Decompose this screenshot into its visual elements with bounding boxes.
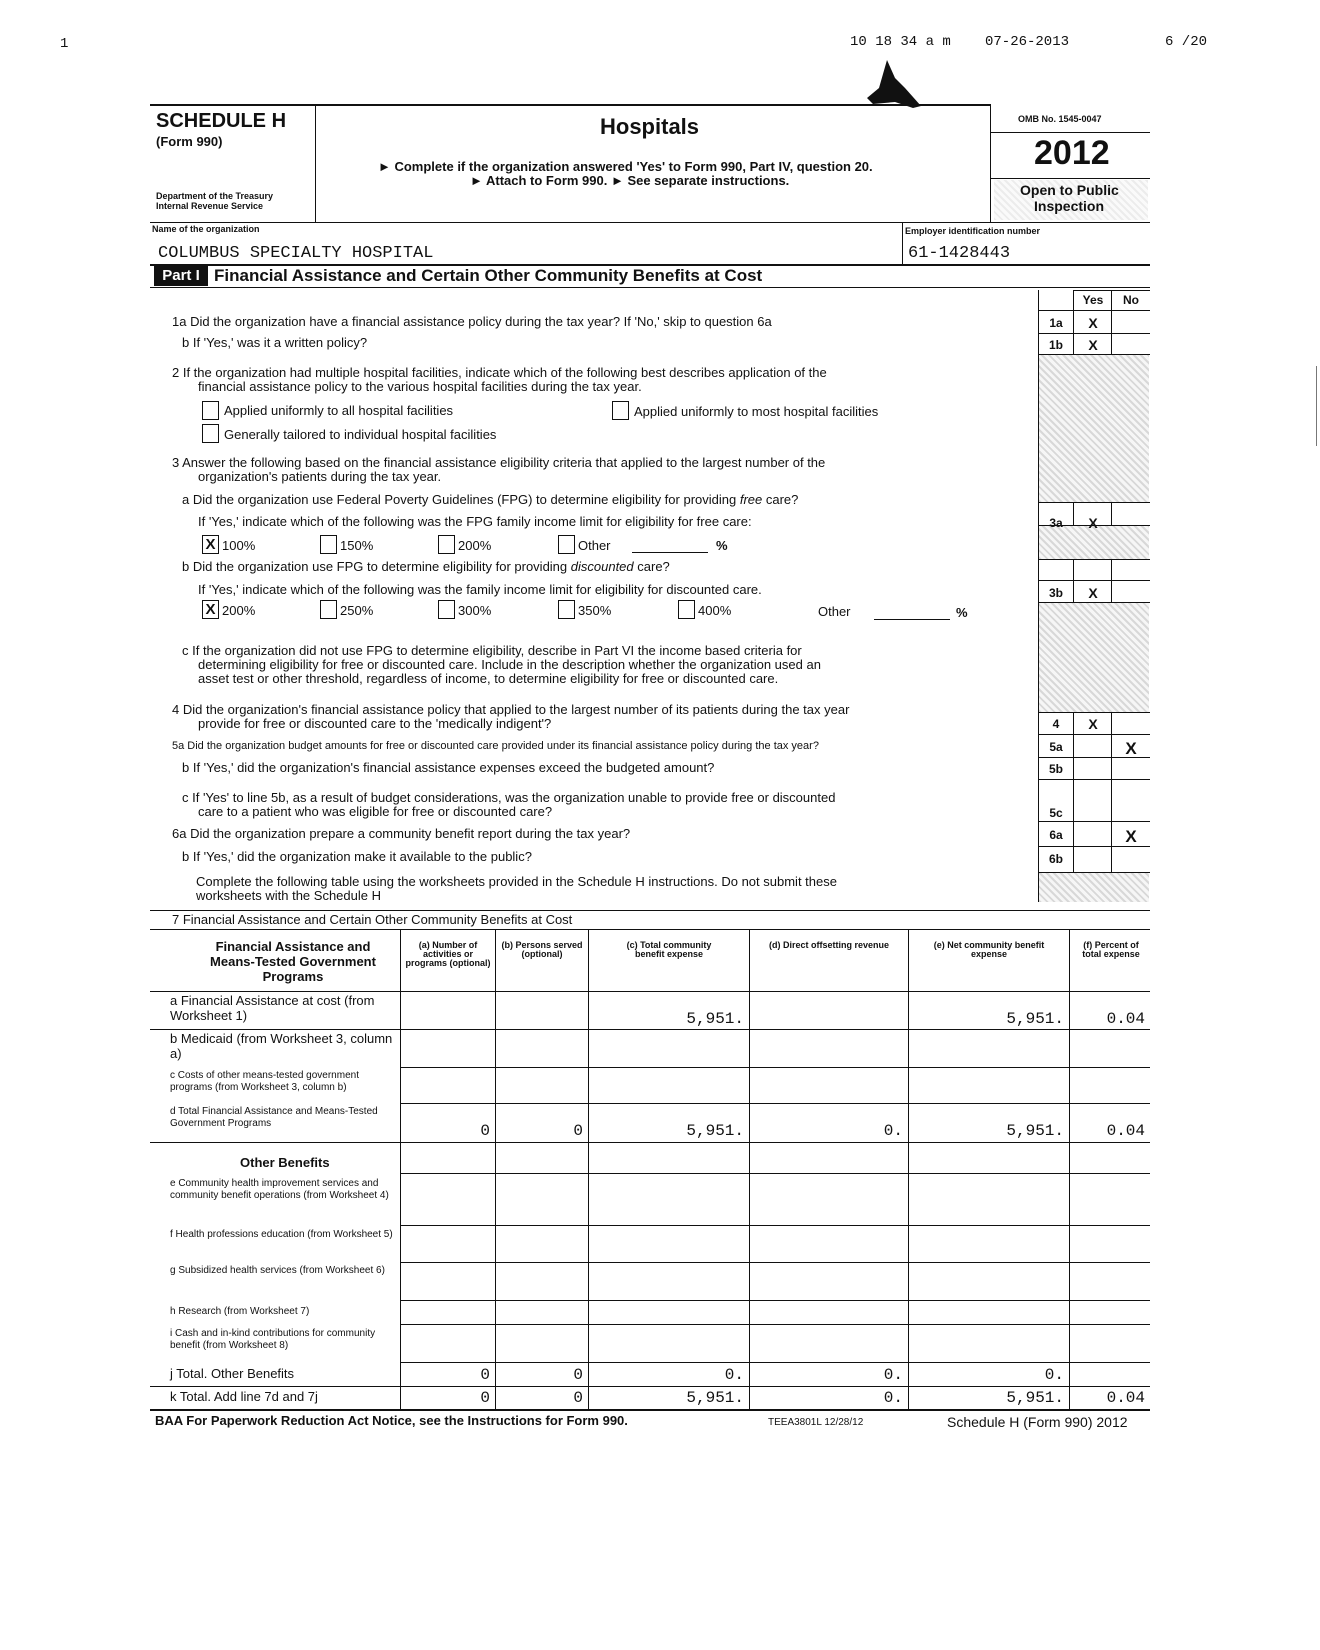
- option-disc-400: 400%: [698, 603, 732, 618]
- code-5b: 5b: [1048, 762, 1063, 776]
- schedule-title: SCHEDULE H: [156, 110, 287, 132]
- part-label: Part I: [154, 266, 208, 286]
- row-d-c: 5,951.: [686, 1122, 744, 1140]
- checkbox-applied-all[interactable]: [202, 401, 219, 420]
- row-a-c: 5,951.: [686, 1010, 744, 1028]
- code-6b: 6b: [1048, 852, 1063, 866]
- option-fpg-100: 100%: [222, 538, 256, 553]
- option-disc-350: 350%: [578, 603, 612, 618]
- row-j-e: 0.: [1044, 1366, 1064, 1384]
- answer-4-yes[interactable]: X: [1088, 716, 1098, 732]
- code-5a: 5a: [1049, 740, 1063, 754]
- row-k-e: 5,951.: [1006, 1389, 1064, 1407]
- col-header-b: (b) Persons served (optional): [501, 940, 583, 959]
- row-j-a: 0: [480, 1366, 490, 1384]
- col-header-f: (f) Percent of total expense: [1082, 940, 1140, 959]
- checkbox-disc-350[interactable]: [558, 600, 575, 619]
- checkbox-disc-250[interactable]: [320, 600, 337, 619]
- row-f-label: f Health professions education (from Worksheet 5): [170, 1229, 393, 1240]
- answer-6a-no[interactable]: X: [1125, 827, 1137, 846]
- org-name: COLUMBUS SPECIALTY HOSPITAL: [158, 244, 434, 263]
- form-number: (Form 990): [156, 134, 223, 149]
- line-3a-cont: If 'Yes,' indicate which of the following was the FPG family income limit for eligibility for free care:: [198, 514, 752, 529]
- col-header-c: (c) Total community benefit expense: [626, 940, 712, 959]
- line-2: 2 If the organization had multiple hospital facilities, indicate which of the following best describes application of the: [172, 365, 827, 380]
- form-title: Hospitals: [600, 114, 700, 139]
- row-e-label: e Community health improvement services and community benefit operations (from Worksheet 4): [170, 1178, 389, 1201]
- checkbox-disc-200[interactable]: X: [202, 600, 219, 619]
- open-to-public: Open to Public: [1020, 182, 1119, 198]
- checkbox-fpg-150[interactable]: [320, 535, 337, 554]
- line-5c: c If 'Yes' to line 5b, as a result of budget considerations, was the organization unable to provide free or discounted: [182, 790, 836, 805]
- tax-year: 2012: [1034, 134, 1110, 172]
- footer-code: TEEA3801L 12/28/12: [768, 1417, 864, 1428]
- row-k-a: 0: [480, 1389, 490, 1407]
- code-5c: 5c: [1049, 806, 1063, 820]
- line-7: 7 Financial Assistance and Certain Other Community Benefits at Cost: [172, 912, 573, 927]
- line-6a: 6a Did the organization prepare a community benefit report during the tax year?: [172, 826, 631, 841]
- code-1a: 1a: [1049, 316, 1063, 330]
- row-k-b: 0: [573, 1389, 583, 1407]
- line-5b: b If 'Yes,' did the organization's financial assistance expenses exceed the budgeted amount?: [182, 760, 715, 775]
- row-d-f: 0.04: [1106, 1122, 1145, 1140]
- row-k-label: k Total. Add line 7d and 7j: [170, 1389, 318, 1404]
- checkbox-disc-300[interactable]: [438, 600, 455, 619]
- line-5c-cont: care to a patient who was eligible for free or discounted care?: [198, 804, 553, 819]
- other-benefits-heading: Other Benefits: [240, 1155, 330, 1170]
- option-disc-250: 250%: [340, 603, 374, 618]
- row-b-label: b Medicaid (from Worksheet 3, column a): [170, 1031, 393, 1061]
- row-k-d: 0.: [883, 1389, 903, 1407]
- line-3b-cont: If 'Yes,' indicate which of the following was the family income limit for eligibility for discounted care.: [198, 582, 762, 597]
- row-k-f: 0.04: [1106, 1389, 1145, 1407]
- line-6-note-cont: worksheets with the Schedule H: [196, 888, 381, 903]
- option-fpg-other: Other: [578, 538, 611, 553]
- row-a-label: a Financial Assistance at cost (from Worksheet 1): [170, 993, 375, 1023]
- checkbox-tailored[interactable]: [202, 424, 219, 443]
- code-3a: 3a: [1049, 516, 1063, 530]
- option-tailored: Generally tailored to individual hospital facilities: [224, 427, 497, 442]
- row-d-e: 5,951.: [1006, 1122, 1064, 1140]
- dept-treasury: Department of the Treasury: [156, 191, 274, 201]
- yes-header: Yes: [1082, 293, 1104, 307]
- col-header-a: (a) Number of activities or programs (optional): [405, 940, 491, 968]
- row-d-label: d Total Financial Assistance and Means-Tested Government Programs: [170, 1106, 378, 1129]
- line-3b: b Did the organization use FPG to determine eligibility for providing discounted care?: [182, 559, 670, 574]
- row-j-c: 0.: [724, 1366, 744, 1384]
- disc-other-pct: %: [956, 605, 968, 620]
- line-5a: 5a Did the organization budget amounts for free or discounted care provided under its financial assistance policy during the tax year?: [172, 740, 819, 752]
- row-a-e: 5,951.: [1006, 1010, 1064, 1028]
- org-name-label: Name of the organization: [152, 224, 260, 234]
- answer-5a-no[interactable]: X: [1125, 739, 1137, 758]
- answer-1b-yes[interactable]: X: [1088, 337, 1098, 353]
- col-header-d: (d) Direct offsetting revenue: [768, 940, 889, 950]
- fax-page-marker: 1: [60, 36, 69, 52]
- option-disc-other: Other: [818, 604, 851, 619]
- col-header-e: (e) Net community benefit expense: [933, 940, 1045, 959]
- line-3: 3 Answer the following based on the financial assistance eligibility criteria that applied to the largest number of the: [172, 455, 826, 470]
- option-applied-all: Applied uniformly to all hospital facilities: [224, 403, 454, 418]
- omb-number: OMB No. 1545-0047: [1018, 114, 1102, 124]
- fpg-other-pct: %: [716, 538, 728, 553]
- code-1b: 1b: [1048, 338, 1063, 352]
- line-3a: a Did the organization use Federal Poverty Guidelines (FPG) to determine eligibility for providing free care?: [182, 492, 799, 507]
- row-d-b: 0: [573, 1122, 583, 1140]
- line-3c-cont-1: determining eligibility for free or discounted care. Include in the description whether the organization used an: [198, 657, 821, 672]
- option-disc-200: 200%: [222, 603, 256, 618]
- col-header-programs: Financial Assistance and Means-Tested Government Programs: [210, 939, 376, 984]
- row-i-label: i Cash and in-kind contributions for community benefit (from Worksheet 8): [170, 1328, 376, 1351]
- answer-3a-yes[interactable]: X: [1088, 515, 1098, 531]
- ein-label: Employer identification number: [905, 226, 1041, 236]
- instruction-line-2: ► Attach to Form 990. ► See separate instructions.: [470, 173, 790, 188]
- line-3c-cont-2: asset test or other threshold, regardless of income, to determine eligibility for free or discounted care.: [198, 671, 779, 686]
- row-j-d: 0.: [883, 1366, 903, 1384]
- row-d-d: 0.: [883, 1122, 903, 1140]
- row-d-a: 0: [480, 1122, 490, 1140]
- answer-3b-yes[interactable]: X: [1088, 585, 1098, 601]
- code-3b: 3b: [1048, 586, 1063, 600]
- answer-1a-yes[interactable]: X: [1088, 315, 1098, 331]
- row-j-label: j Total. Other Benefits: [170, 1366, 295, 1381]
- line-3c: c If the organization did not use FPG to determine eligibility, describe in Part VI the income based criteria for: [182, 643, 802, 658]
- no-header: No: [1123, 293, 1139, 307]
- row-g-label: g Subsidized health services (from Worksheet 6): [170, 1265, 385, 1276]
- code-4: 4: [1052, 717, 1060, 731]
- checkbox-fpg-200[interactable]: [438, 535, 455, 554]
- line-4: 4 Did the organization's financial assistance policy that applied to the largest number of its patients during the tax year: [172, 702, 850, 717]
- option-fpg-150: 150%: [340, 538, 374, 553]
- line-1a: 1a Did the organization have a financial assistance policy during the tax year? If 'No,' skip to question 6a: [172, 314, 772, 329]
- checkbox-applied-most[interactable]: [612, 401, 629, 420]
- row-c-label: c Costs of other means-tested government programs (from Worksheet 3, column b): [170, 1070, 359, 1093]
- footer-baa: BAA For Paperwork Reduction Act Notice, see the Instructions for Form 990.: [155, 1413, 628, 1428]
- row-h-label: h Research (from Worksheet 7): [170, 1306, 310, 1317]
- fax-page-count: 6 /20: [1165, 34, 1208, 50]
- row-a-f: 0.04: [1106, 1010, 1145, 1028]
- row-j-b: 0: [573, 1366, 583, 1384]
- ein-value: 61-1428443: [908, 244, 1011, 263]
- line-6-note: Complete the following table using the worksheets provided in the Schedule H instructions. Do not submit these: [196, 874, 837, 889]
- line-6b: b If 'Yes,' did the organization make it available to the public?: [182, 849, 532, 864]
- row-k-c: 5,951.: [686, 1389, 744, 1407]
- option-applied-most: Applied uniformly to most hospital facilities: [634, 404, 879, 419]
- footer-schedule: Schedule H (Form 990) 2012: [947, 1414, 1128, 1430]
- line-3-cont: organization's patients during the tax year.: [198, 469, 442, 484]
- fax-time: 10 18 34 a m: [850, 34, 951, 50]
- fax-date: 07-26-2013: [985, 34, 1070, 50]
- code-6a: 6a: [1049, 828, 1063, 842]
- line-4-cont: provide for free or discounted care to the 'medically indigent'?: [198, 716, 552, 731]
- checkbox-fpg-other[interactable]: [558, 535, 575, 554]
- dept-irs: Internal Revenue Service: [156, 201, 264, 211]
- checkbox-fpg-100[interactable]: X: [202, 535, 219, 554]
- line-2-cont: financial assistance policy to the various hospital facilities during the tax year.: [198, 379, 642, 394]
- option-disc-300: 300%: [458, 603, 492, 618]
- checkbox-disc-400[interactable]: [678, 600, 695, 619]
- part-title: Financial Assistance and Certain Other Community Benefits at Cost: [214, 266, 763, 285]
- instruction-line-1: ► Complete if the organization answered 'Yes' to Form 990, Part IV, question 20.: [378, 159, 873, 174]
- line-1b: b If 'Yes,' was it a written policy?: [182, 335, 368, 350]
- option-fpg-200: 200%: [458, 538, 492, 553]
- inspection: Inspection: [1034, 198, 1105, 214]
